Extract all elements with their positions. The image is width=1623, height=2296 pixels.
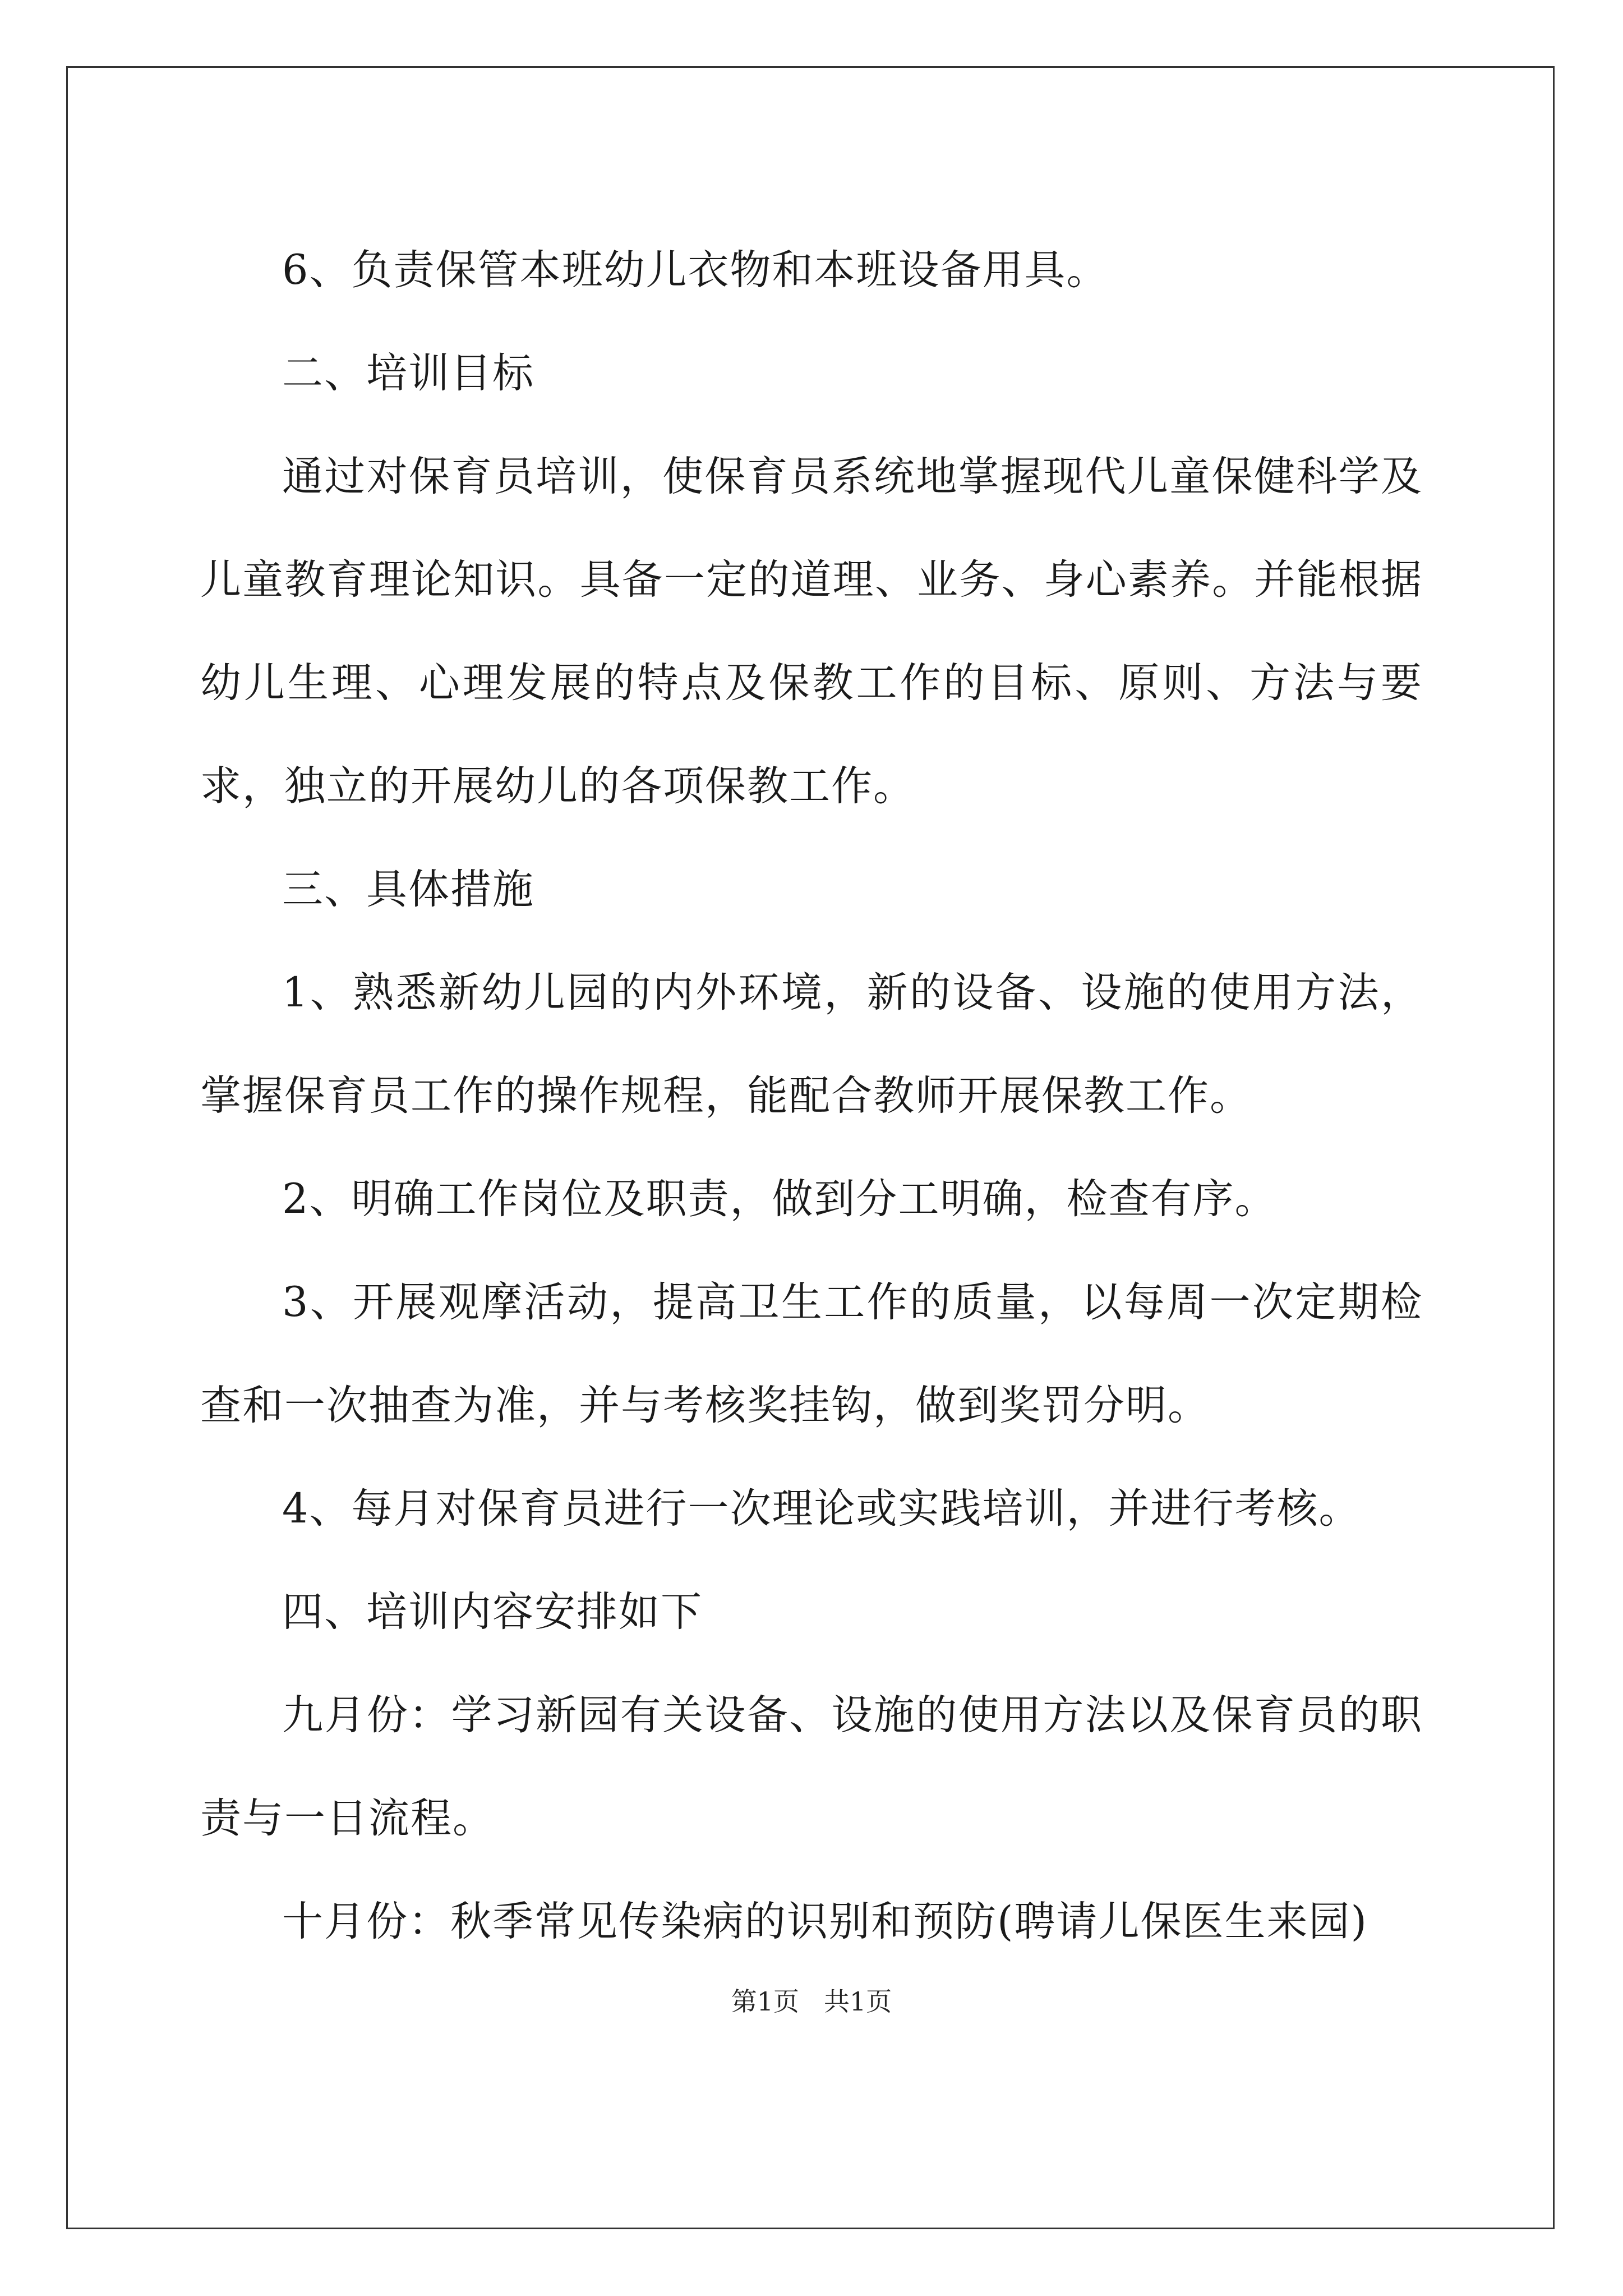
paragraph-measure-1: 1、熟悉新幼儿园的内外环境，新的设备、设施的使用方法，掌握保育员工作的操作规程，能配合教师开展保教工作。 [200, 969, 1423, 1120]
paragraph-training-goals: 通过对保育员培训，使保育员系统地掌握现代儿童保健科学及儿童教育理论知识。具备一定的道理、业务、身心素养。并能根据幼儿生理、心理发展的特点及保教工作的目标、原则、方法与要求，独立的开展幼儿的各项保教工作。 [200, 453, 1423, 810]
document-body [200, 219, 1423, 1973]
paragraph-measure-4: 4、每月对保育员进行一次理论或实践培训，并进行考核。 [282, 1485, 1361, 1533]
paragraph-measure-3: 3、开展观摩活动，提高卫生工作的质量，以每周一次定期检查和一次抽查为准，并与考核奖挂钩，做到奖罚分明。 [200, 1278, 1423, 1429]
section-heading-schedule: 四、培训内容安排如下 [282, 1588, 703, 1636]
paragraph-measure-2: 2、明确工作岗位及职责，做到分工明确，检查有序。 [282, 1175, 1277, 1223]
paragraph-september: 九月份：学习新园有关设备、设施的使用方法以及保育员的职责与一日流程。 [200, 1691, 1423, 1842]
page-number: 第1页 [731, 1986, 800, 2017]
page-total: 共1页 [823, 1986, 892, 2017]
section-heading-training-goals: 二、培训目标 [282, 349, 534, 397]
section-heading-measures: 三、具体措施 [282, 866, 534, 913]
footer-spacer [799, 1986, 824, 2017]
paragraph-october: 十月份：秋季常见传染病的识别和预防(聘请儿保医生来园) [282, 1898, 1368, 1945]
paragraph-1: 6、负责保管本班幼儿衣物和本班设备用具。 [282, 246, 1109, 294]
page-footer [0, 1985, 1623, 2018]
